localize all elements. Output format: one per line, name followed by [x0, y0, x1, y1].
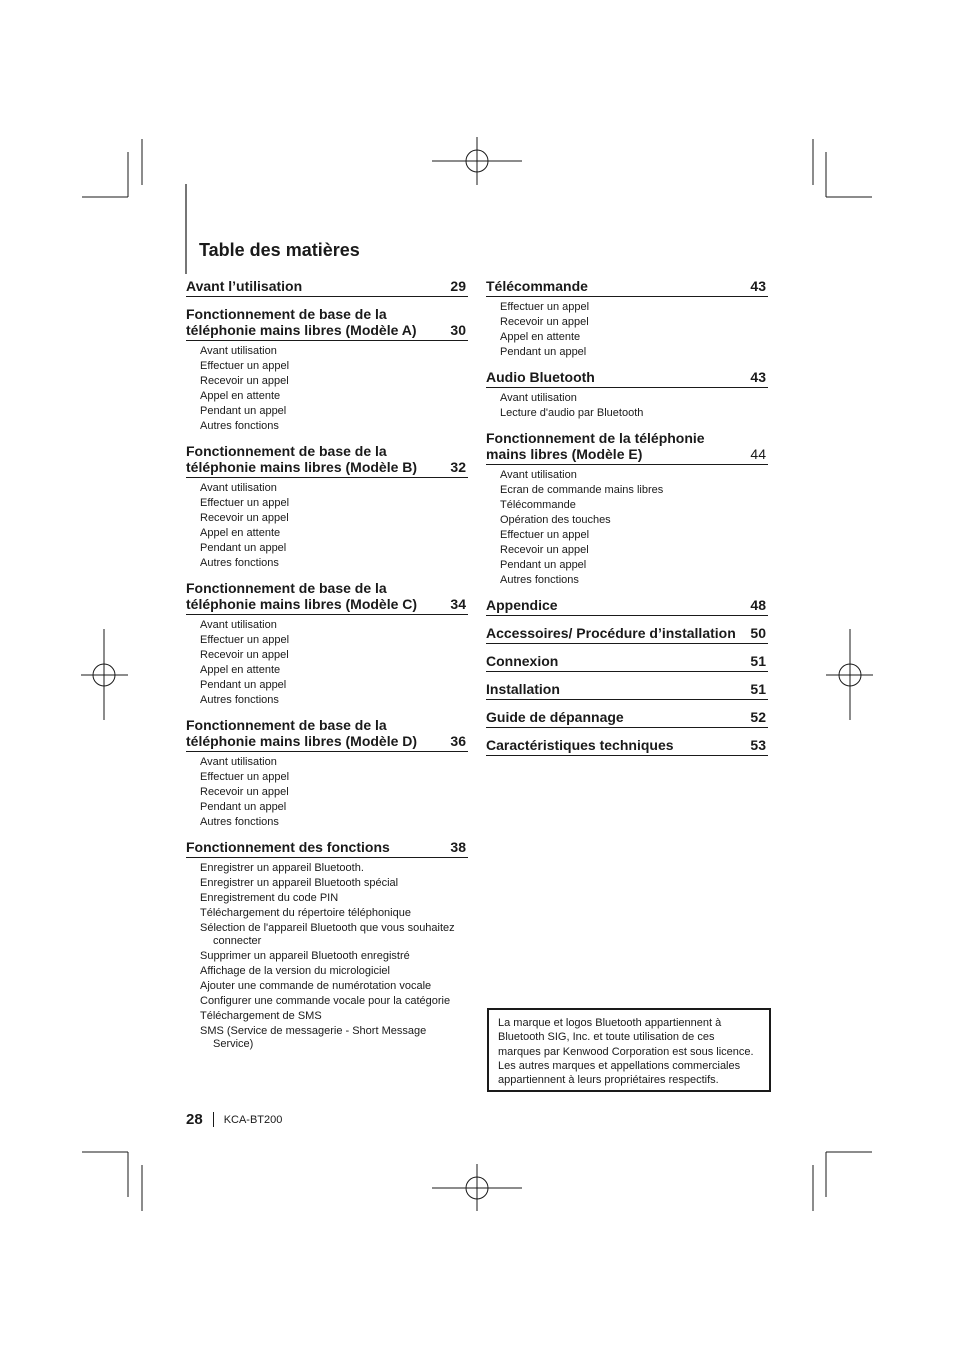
page-footer [186, 1111, 282, 1128]
toc-section [186, 839, 468, 1052]
toc-subitem[interactable]: Avant utilisation [200, 482, 277, 494]
toc-subitem[interactable]: Recevoir un appel [200, 512, 289, 524]
toc-subitem[interactable]: Appel en attente [500, 331, 581, 343]
toc-section [486, 278, 768, 360]
toc-page-number: 50 [750, 625, 766, 641]
toc-section [486, 369, 768, 421]
toc-subitem[interactable]: Lecture d'audio par Bluetooth [500, 407, 644, 419]
toc-subitem[interactable]: Effectuer un appel [500, 301, 590, 313]
toc-page-number: 29 [450, 278, 466, 294]
toc-section-title: Fonctionnement de base de la téléphonie mains libres (Modèle B) [186, 443, 418, 475]
toc-subitem[interactable]: Recevoir un appel [200, 375, 289, 387]
page-title: Table des matières [199, 240, 360, 260]
toc-subitem-list [186, 344, 468, 434]
toc-section-heading[interactable] [486, 369, 768, 388]
toc-section-title: Installation [486, 681, 560, 697]
toc-subitem[interactable]: Affichage de la version du micrologiciel [200, 965, 390, 977]
toc-subitem[interactable]: Ecran de commande mains libres [500, 484, 664, 496]
toc-subitem-list [186, 861, 468, 1052]
toc-subitem-list [186, 755, 468, 830]
toc-section-title: Connexion [486, 653, 559, 669]
toc-subitem[interactable]: Pendant un appel [200, 679, 287, 691]
toc-section-title: Audio Bluetooth [486, 369, 595, 385]
toc-subitem[interactable]: Effectuer un appel [200, 771, 290, 783]
toc-page-number: 36 [450, 733, 466, 749]
toc-page-number: 52 [750, 709, 766, 725]
toc-subitem[interactable]: Avant utilisation [500, 392, 577, 404]
toc-page-number: 38 [450, 839, 466, 855]
toc-subitem[interactable]: Pendant un appel [200, 801, 287, 813]
toc-section-heading[interactable] [486, 653, 768, 672]
toc-subitem[interactable]: Ajouter une commande de numérotation vocale [200, 980, 432, 992]
toc-page-number: 30 [450, 322, 466, 338]
toc-section [486, 681, 768, 700]
toc-subitem[interactable]: Pendant un appel [200, 405, 287, 417]
toc-page-number: 43 [750, 369, 766, 385]
toc-subitem[interactable]: Avant utilisation [200, 756, 277, 768]
toc-subitem[interactable]: Pendant un appel [200, 542, 287, 554]
toc-page-number: 51 [750, 653, 766, 669]
toc-subitem[interactable]: Recevoir un appel [500, 316, 589, 328]
toc-page-number: 43 [750, 278, 766, 294]
toc-subitem[interactable]: Autres fonctions [500, 574, 579, 586]
toc-subitem[interactable]: Pendant un appel [500, 346, 587, 358]
toc-subitem[interactable]: Téléchargement du répertoire téléphonique [200, 907, 411, 919]
toc-page-number: 53 [750, 737, 766, 753]
toc-subitem-list [486, 391, 768, 421]
toc-section-heading[interactable] [186, 278, 468, 297]
toc-section-title: Fonctionnement de la téléphonie mains libres (Modèle E) [486, 430, 705, 462]
toc-section-heading[interactable] [186, 443, 468, 478]
toc-section-heading[interactable] [186, 717, 468, 752]
toc-section-title: Fonctionnement des fonctions [186, 839, 390, 855]
toc-page-number: 34 [450, 596, 466, 612]
toc-subitem[interactable]: Effectuer un appel [200, 497, 290, 509]
toc-section [486, 737, 768, 756]
toc-subitem[interactable]: Recevoir un appel [200, 649, 289, 661]
toc-section [486, 653, 768, 672]
toc-section-heading[interactable] [486, 625, 768, 644]
toc-section-heading[interactable] [486, 430, 768, 465]
toc-subitem[interactable]: Avant utilisation [200, 345, 277, 357]
toc-section-heading[interactable] [186, 839, 468, 858]
toc-subitem[interactable]: Sélection de l'appareil Bluetooth que vous souhaitez connecter [200, 922, 455, 947]
toc-section [486, 597, 768, 616]
toc-section [186, 306, 468, 434]
toc-subitem[interactable]: Autres fonctions [200, 420, 279, 432]
toc-subitem[interactable]: Supprimer un appareil Bluetooth enregistré [200, 950, 410, 962]
toc-subitem[interactable]: Effectuer un appel [200, 634, 290, 646]
toc-section-heading[interactable] [186, 306, 468, 341]
toc-subitem[interactable]: Enregistrement du code PIN [200, 892, 339, 904]
toc-subitem[interactable]: Pendant un appel [500, 559, 587, 571]
toc-right-column [486, 278, 768, 765]
toc-subitem-list [486, 468, 768, 588]
toc-subitem-list [186, 618, 468, 708]
toc-subitem[interactable]: Appel en attente [200, 527, 281, 539]
toc-section-title: Accessoires/ Procédure d’installation [486, 625, 736, 641]
toc-subitem[interactable]: Avant utilisation [200, 619, 277, 631]
toc-subitem[interactable]: Effectuer un appel [200, 360, 290, 372]
toc-subitem[interactable]: Opération des touches [500, 514, 611, 526]
toc-section-title: Fonctionnement de base de la téléphonie mains libres (Modèle C) [186, 580, 418, 612]
trademark-notice: La marque et logos Bluetooth appartiennent à Bluetooth SIG, Inc. et toute utilisation de ces marques par Kenwood Corporation est sous licence. Les autres marques et appellations commerciales appartiennent à leurs propriétaires respectifs. [487, 1008, 771, 1092]
toc-section-title: Guide de dépannage [486, 709, 624, 725]
toc-page-number: 44 [750, 446, 766, 462]
toc-subitem[interactable]: Autres fonctions [200, 816, 279, 828]
toc-section-heading[interactable] [186, 580, 468, 615]
toc-section [186, 580, 468, 708]
toc-page-number: 48 [750, 597, 766, 613]
toc-subitem[interactable]: SMS (Service de messagerie - Short Message Service) [200, 1025, 427, 1050]
toc-subitem[interactable]: Enregistrer un appareil Bluetooth spécial [200, 877, 399, 889]
page-number: 28 [186, 1111, 203, 1128]
toc-section [186, 278, 468, 297]
toc-subitem[interactable]: Recevoir un appel [500, 544, 589, 556]
toc-subitem[interactable]: Configurer une commande vocale pour la catégorie [200, 995, 451, 1007]
toc-subitem-list [486, 300, 768, 360]
toc-section [486, 430, 768, 588]
toc-subitem[interactable]: Recevoir un appel [200, 786, 289, 798]
toc-section-title: Avant l’utilisation [186, 278, 303, 294]
toc-subitem[interactable]: Enregistrer un appareil Bluetooth. [200, 862, 364, 874]
toc-subitem[interactable]: Autres fonctions [200, 557, 279, 569]
toc-section [486, 709, 768, 728]
toc-section-heading[interactable] [486, 681, 768, 700]
toc-section [486, 625, 768, 644]
toc-subitem-list [186, 481, 468, 571]
toc-section-heading[interactable] [486, 278, 768, 297]
toc-section-title: Caractéristiques techniques [486, 737, 674, 753]
toc-left-column [186, 278, 468, 1061]
toc-subitem[interactable]: Télécommande [500, 499, 576, 511]
toc-page-number: 32 [450, 459, 466, 475]
toc-section-heading[interactable] [486, 709, 768, 728]
toc-section-title: Appendice [486, 597, 558, 613]
toc-section [186, 717, 468, 830]
model-name: KCA-BT200 [223, 1113, 283, 1126]
toc-subitem[interactable]: Autres fonctions [200, 694, 279, 706]
toc-subitem[interactable]: Effectuer un appel [500, 529, 590, 541]
toc-subitem[interactable]: Appel en attente [200, 664, 281, 676]
footer-separator [213, 1112, 214, 1127]
toc-page-number: 51 [750, 681, 766, 697]
toc-subitem[interactable]: Avant utilisation [500, 469, 577, 481]
toc-section-heading[interactable] [486, 597, 768, 616]
toc-subitem[interactable]: Appel en attente [200, 390, 281, 402]
toc-section-title: Fonctionnement de base de la téléphonie mains libres (Modèle A) [186, 306, 417, 338]
toc-section-title: Fonctionnement de base de la téléphonie mains libres (Modèle D) [186, 717, 418, 749]
toc-section-title: Télécommande [486, 278, 588, 294]
toc-section-heading[interactable] [486, 737, 768, 756]
toc-section [186, 443, 468, 571]
toc-subitem[interactable]: Téléchargement de SMS [200, 1010, 322, 1022]
